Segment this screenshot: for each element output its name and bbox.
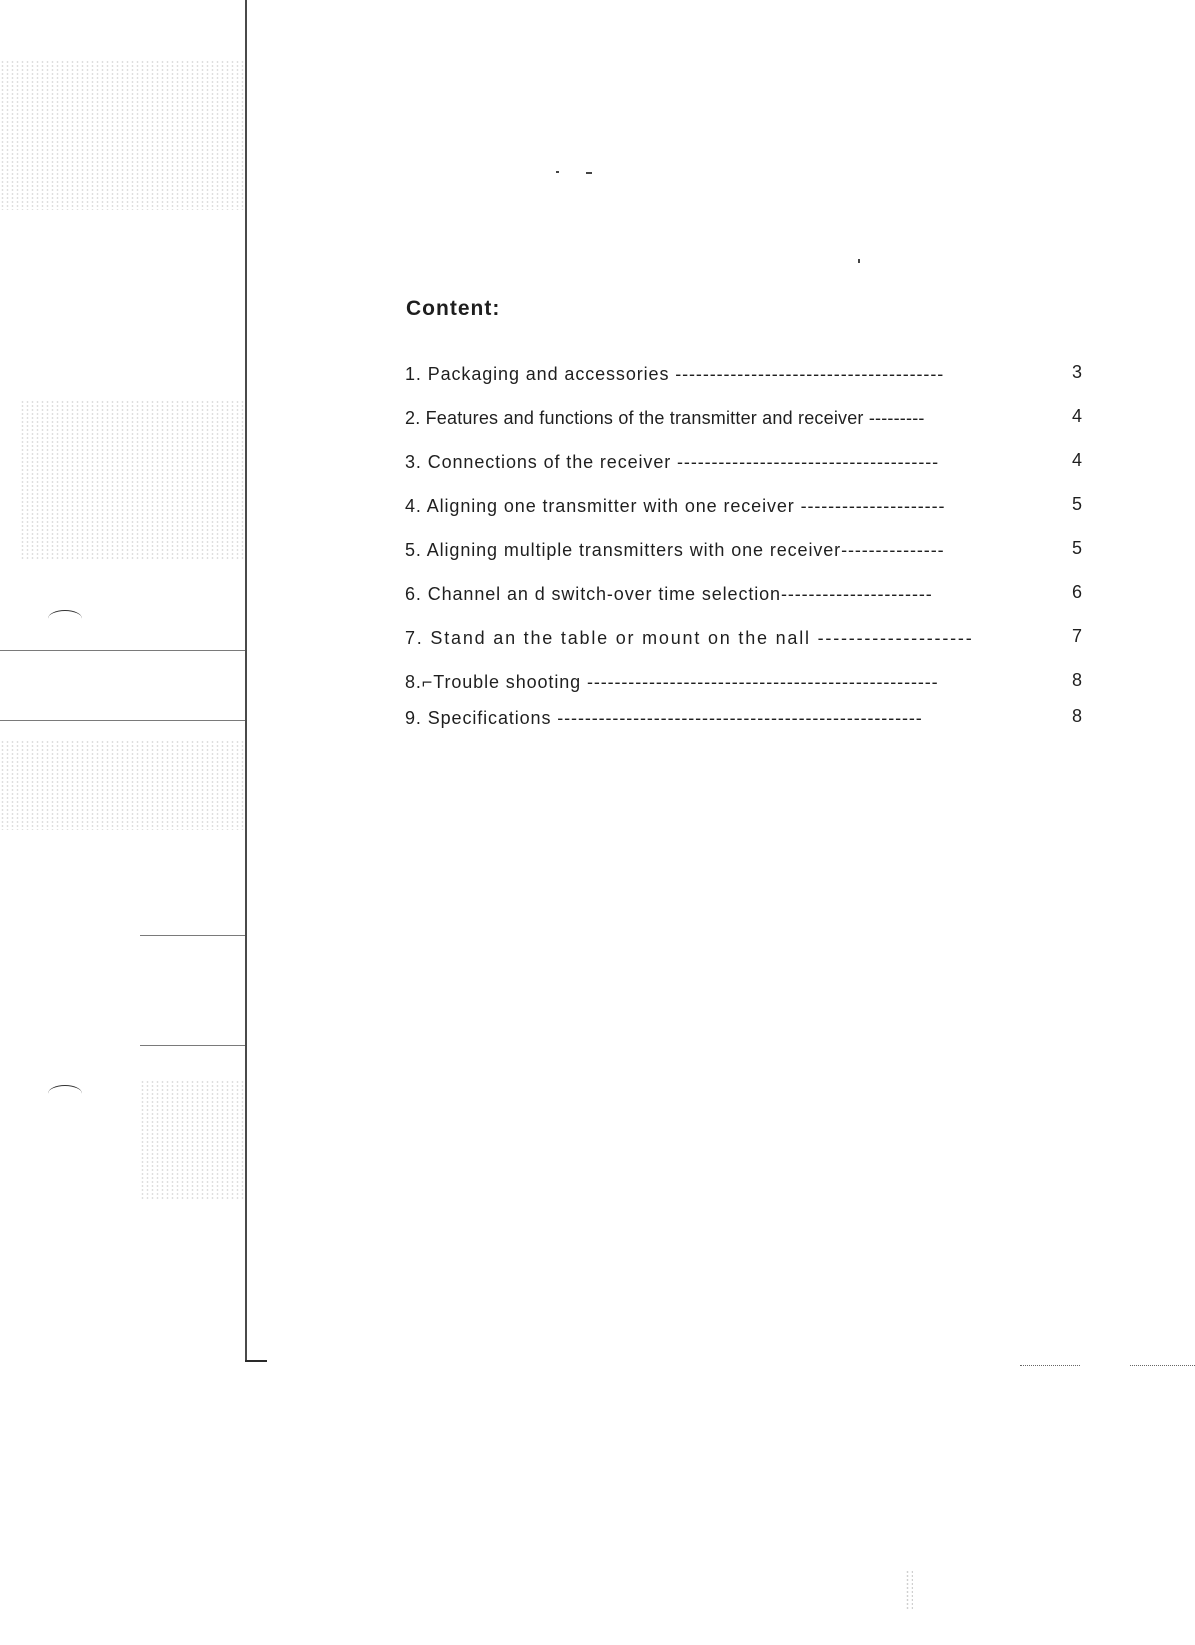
scan-rule	[0, 720, 245, 721]
scan-dot	[858, 259, 860, 263]
toc-page-number: 8	[1072, 670, 1083, 690]
toc-entry-text: 8.⌐Trouble shooting ---------------------------------------------------	[405, 672, 939, 692]
scan-noise	[140, 1080, 245, 1200]
scan-rule	[140, 1045, 245, 1046]
page-title: Content:	[406, 297, 501, 320]
binder-edge	[245, 0, 247, 1360]
scan-noise	[0, 740, 245, 830]
scan-rule	[1020, 1365, 1080, 1367]
toc-entry-text: 3. Connections of the receiver --------------------------------------	[405, 452, 940, 472]
toc-page-number: 8	[1072, 706, 1083, 726]
scan-rule	[140, 935, 245, 936]
toc-page-number: 5	[1072, 494, 1083, 514]
scan-noise	[0, 60, 245, 210]
toc-page-number: 3	[1072, 362, 1083, 382]
toc-entry-text: 4. Aligning one transmitter with one receiver ---------------------	[405, 496, 946, 516]
toc-entry	[405, 708, 1090, 744]
toc-entry	[405, 408, 1090, 452]
scan-dot	[556, 171, 559, 173]
scan-noise	[20, 400, 245, 560]
toc-page-number: 6	[1072, 582, 1083, 602]
scan-noise	[905, 1570, 913, 1610]
toc-entry	[405, 672, 1090, 708]
scan-rule	[1130, 1365, 1195, 1367]
toc-entry	[405, 496, 1090, 540]
toc-entry-text: 6. Channel an d switch-over time selection----------------------	[405, 584, 933, 604]
punch-hole-mark	[48, 1085, 82, 1102]
toc-entry	[405, 364, 1090, 408]
toc-page-number: 4	[1072, 450, 1083, 470]
binder-edge	[245, 1360, 267, 1362]
toc-entry-text: 5. Aligning multiple transmitters with one receiver---------------	[405, 540, 945, 560]
toc-entry-text: 7. Stand an the table or mount on the nall --------------------	[405, 628, 974, 648]
toc-entry-text: 9. Specifications -----------------------------------------------------	[405, 708, 923, 728]
toc-entry	[405, 628, 1090, 672]
scan-rule	[0, 650, 245, 651]
scan-margin	[0, 0, 250, 1645]
scan-dot	[586, 172, 592, 174]
toc-entry	[405, 452, 1090, 496]
toc-entry-text: 1. Packaging and accessories ---------------------------------------	[405, 364, 945, 384]
toc-entry-text: 2. Features and functions of the transmitter and receiver ---------	[405, 408, 925, 428]
toc-page-number: 4	[1072, 406, 1083, 426]
punch-hole-mark	[48, 610, 82, 627]
table-of-contents	[405, 364, 1090, 744]
toc-page-number: 5	[1072, 538, 1083, 558]
toc-entry	[405, 584, 1090, 628]
toc-page-number: 7	[1072, 626, 1083, 646]
toc-entry	[405, 540, 1090, 584]
